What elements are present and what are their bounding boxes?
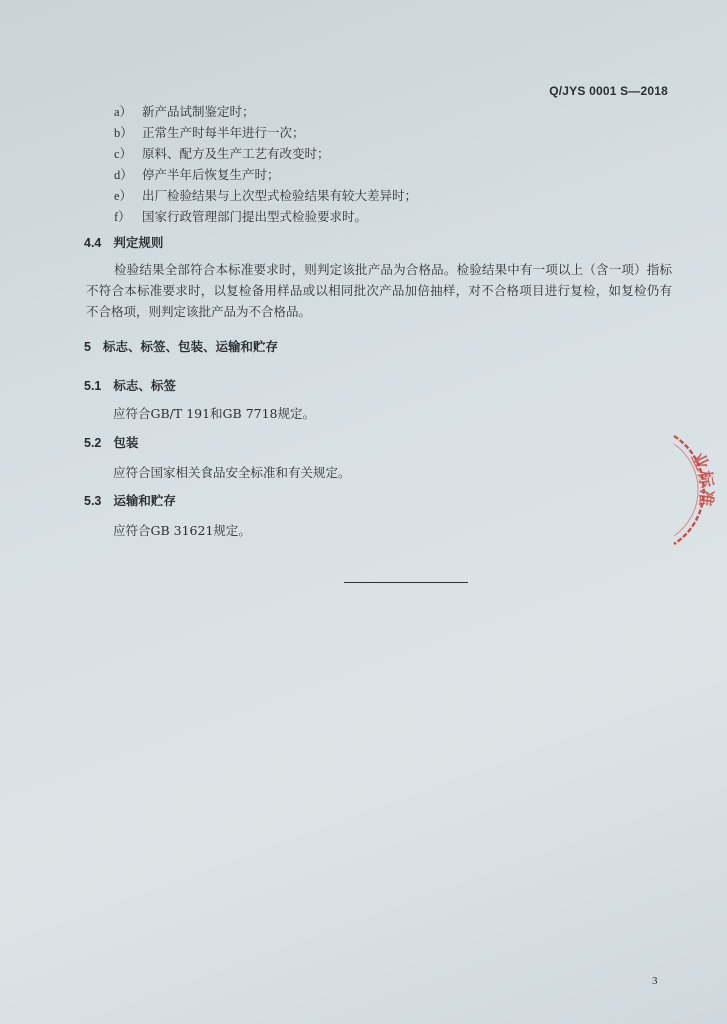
section-5-1-body: 应符合GB/T 191和GB 7718规定。 [113, 406, 316, 421]
section-heading-5 [84, 337, 278, 355]
list-item-text: 停产半年后恢复生产时； [142, 166, 280, 182]
red-seal-stamp [630, 430, 727, 550]
section-heading-5-2 [84, 433, 138, 451]
section-number: 5 [84, 340, 91, 354]
list-item [114, 184, 654, 205]
section-4-4-body: 检验结果全部符合本标准要求时，则判定该批产品为合格品。检验结果中有一项以上（含一项）指标不符合本标准要求时，以复检备用样品或以相同批次产品加倍抽样，对不合格项目进行复检，如复检仍有不合格项，则判定该批产品为不合格品。 [86, 262, 672, 319]
section-title: 标志、标签 [113, 379, 176, 393]
section-heading-4-4 [84, 233, 163, 251]
list-item [114, 142, 654, 163]
list-item-text: 新产品试制鉴定时； [142, 103, 255, 119]
section-heading-5-3 [84, 491, 176, 509]
list-item-text: 正常生产时每半年进行一次； [142, 124, 305, 140]
section-5-3-body: 应符合GB 31621规定。 [113, 523, 251, 538]
section-title: 运输和贮存 [113, 494, 176, 508]
list-marker: b） [114, 125, 133, 140]
list-item [114, 163, 654, 184]
list-item-text: 国家行政管理部门提出型式检验要求时。 [142, 208, 368, 224]
list-item [114, 100, 654, 121]
list-marker: e） [114, 188, 133, 203]
type-test-conditions-list [114, 100, 654, 226]
document-code: Q/JYS 0001 S—2018 [549, 84, 668, 98]
list-marker: f） [114, 209, 131, 224]
section-number: 5.1 [84, 379, 102, 393]
section-heading-5-1 [84, 376, 176, 394]
section-number: 4.4 [84, 236, 102, 250]
list-item [114, 205, 654, 226]
list-item-text: 出厂检验结果与上次型式检验结果有较大差异时； [142, 187, 418, 203]
section-number: 5.3 [84, 494, 102, 508]
list-marker: c） [114, 146, 133, 161]
list-item [114, 121, 654, 142]
svg-text:业标准: 业标准 [686, 449, 717, 508]
list-marker: d） [114, 167, 133, 182]
end-divider-line [344, 582, 468, 583]
list-marker: a） [114, 104, 133, 119]
list-item-text: 原料、配方及生产工艺有改变时； [142, 145, 330, 161]
page-number: 3 [652, 975, 658, 987]
section-title: 标志、标签、包装、运输和贮存 [102, 340, 278, 354]
section-title: 包装 [113, 436, 139, 450]
section-number: 5.2 [84, 436, 102, 450]
section-title: 判定规则 [113, 236, 164, 250]
section-5-2-body: 应符合国家相关食品安全标准和有关规定。 [113, 465, 351, 480]
